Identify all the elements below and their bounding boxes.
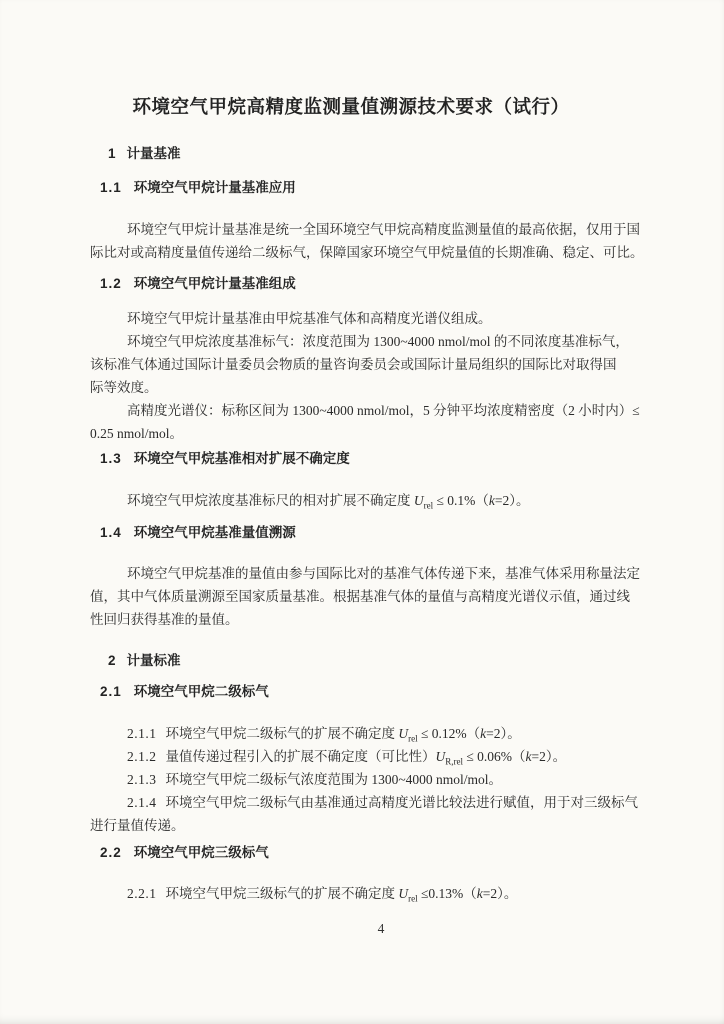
clause-text: =2）。 [486, 726, 521, 741]
chapter-2-number: 2 [108, 653, 116, 668]
coverage-factor-symbol: k [480, 726, 487, 741]
section-1-2-paragraph-1 [0, 307, 724, 330]
coverage-factor-symbol: k [476, 886, 483, 901]
chapter-1-number: 1 [108, 146, 116, 161]
clause-number: 2.2.1 [127, 886, 157, 901]
clause-2-1-4 [0, 791, 724, 837]
clause-text: 环境空气甲烷二级标气浓度范围为 1300~4000 nmol/mol。 [165, 772, 503, 787]
section-1-1-number: 1.1 [100, 180, 122, 195]
paragraph-line: 性回归获得基准的量值。 [90, 612, 239, 627]
section-1-2-number: 1.2 [100, 276, 122, 291]
section-1-3-number: 1.3 [100, 451, 122, 466]
clause-text: 环境空气甲烷三级标气的扩展不确定度 [165, 886, 399, 901]
section-1-3-clause [0, 489, 724, 512]
clause-2-1-3 [0, 768, 724, 791]
clause-number: 2.1.3 [127, 772, 157, 787]
section-1-4-paragraph [0, 562, 724, 631]
uncertainty-subscript: R,rel [445, 756, 463, 767]
section-2-2-title: 环境空气甲烷三级标气 [133, 845, 269, 860]
uncertainty-subscript: rel [408, 893, 418, 904]
clause-2-1-1 [0, 722, 724, 745]
uncertainty-subscript: rel [423, 500, 434, 511]
chapter-2-title: 计量标准 [126, 653, 181, 668]
clause-text: 环境空气甲烷二级标气由基准通过高精度光谱比较法进行赋值，用于对三级标气 [165, 795, 638, 810]
section-1-2-heading [0, 275, 724, 293]
section-1-4-number: 1.4 [100, 525, 122, 540]
section-1-1-heading [0, 179, 724, 197]
chapter-1-title: 计量基准 [126, 146, 181, 161]
uncertainty-symbol: U [435, 749, 446, 764]
paragraph-line: 环境空气甲烷计量基准由甲烷基准气体和高精度光谱仪组成。 [127, 311, 492, 326]
clause-number: 2.1.2 [127, 749, 157, 764]
section-1-3-title: 环境空气甲烷基准相对扩展不确定度 [133, 451, 350, 466]
paragraph-line: 环境空气甲烷计量基准是统一全国环境空气甲烷高精度监测量值的最高依据，仅用于国 [127, 222, 640, 237]
clause-line: 进行量值传递。 [90, 818, 185, 833]
section-1-4-title: 环境空气甲烷基准量值溯源 [133, 525, 296, 540]
clause-text: =2）。 [494, 493, 530, 508]
paragraph-line: 0.25 nmol/mol。 [90, 426, 184, 441]
clause-text: ≤0.13%（ [417, 886, 477, 901]
section-2-2-heading [0, 844, 724, 862]
uncertainty-symbol: U [413, 493, 424, 508]
section-1-1-paragraph [0, 218, 724, 264]
clause-text: ≤ 0.12%（ [417, 726, 481, 741]
clause-2-2-1 [0, 882, 724, 905]
section-2-1-heading [0, 683, 724, 701]
clause-text: ≤ 0.1%（ [433, 493, 489, 508]
section-1-4-heading [0, 524, 724, 542]
clause-text: 量值传递过程引入的扩展不确定度（可比性） [165, 749, 436, 764]
chapter-1-heading [0, 145, 724, 163]
uncertainty-symbol: U [398, 886, 409, 901]
paragraph-line: 值，其中气体质量溯源至国家质量基准。根据基准气体的量值与高精度光谱仪示值，通过线 [90, 589, 630, 604]
section-1-2-paragraph-2 [0, 330, 724, 399]
coverage-factor-symbol: k [525, 749, 532, 764]
section-1-3-heading [0, 450, 724, 468]
clause-number: 2.1.1 [127, 726, 157, 741]
section-1-2-title: 环境空气甲烷计量基准组成 [133, 276, 296, 291]
paragraph-line: 该标准气体通过国际计量委员会物质的量咨询委员会或国际计量局组织的国际比对取得国 [90, 357, 617, 372]
clause-text: =2）。 [531, 749, 567, 764]
paragraph-line: 高精度光谱仪：标称区间为 1300~4000 nmol/mol，5 分钟平均浓度精密度（2 小时内）≤ [127, 403, 640, 418]
clause-text: ≤ 0.06%（ [463, 749, 526, 764]
coverage-factor-symbol: k [488, 493, 495, 508]
clause-text: =2）。 [482, 886, 518, 901]
paragraph-line: 环境空气甲烷基准的量值由参与国际比对的基准气体传递下来，基准气体采用称量法定 [127, 566, 640, 581]
clause-text: 环境空气甲烷二级标气的扩展不确定度 [165, 726, 399, 741]
uncertainty-symbol: U [398, 726, 409, 741]
section-2-1-number: 2.1 [100, 684, 122, 699]
clause-number: 2.1.4 [127, 795, 157, 810]
paragraph-line: 际等效度。 [90, 380, 158, 395]
clause-2-1-2 [0, 745, 724, 768]
section-2-1-title: 环境空气甲烷二级标气 [133, 684, 269, 699]
document-title: 环境空气甲烷高精度监测量值溯源技术要求（试行） [132, 96, 570, 117]
uncertainty-subscript: rel [408, 733, 418, 744]
page-number: 4 [377, 921, 385, 936]
section-1-2-paragraph-3 [0, 399, 724, 445]
chapter-2-heading [0, 652, 724, 670]
clause-line [0, 791, 724, 814]
section-2-2-number: 2.2 [100, 845, 122, 860]
paragraph-line: 环境空气甲烷浓度基准标气：浓度范围为 1300~4000 nmol/mol 的不同浓度基准标气， [127, 334, 629, 349]
section-1-1-title: 环境空气甲烷计量基准应用 [133, 180, 296, 195]
paragraph-line: 际比对或高精度量值传递给二级标气，保障国家环境空气甲烷量值的长期准确、稳定、可比。 [90, 245, 644, 260]
clause-text: 环境空气甲烷浓度基准标尺的相对扩展不确定度 [127, 493, 414, 508]
